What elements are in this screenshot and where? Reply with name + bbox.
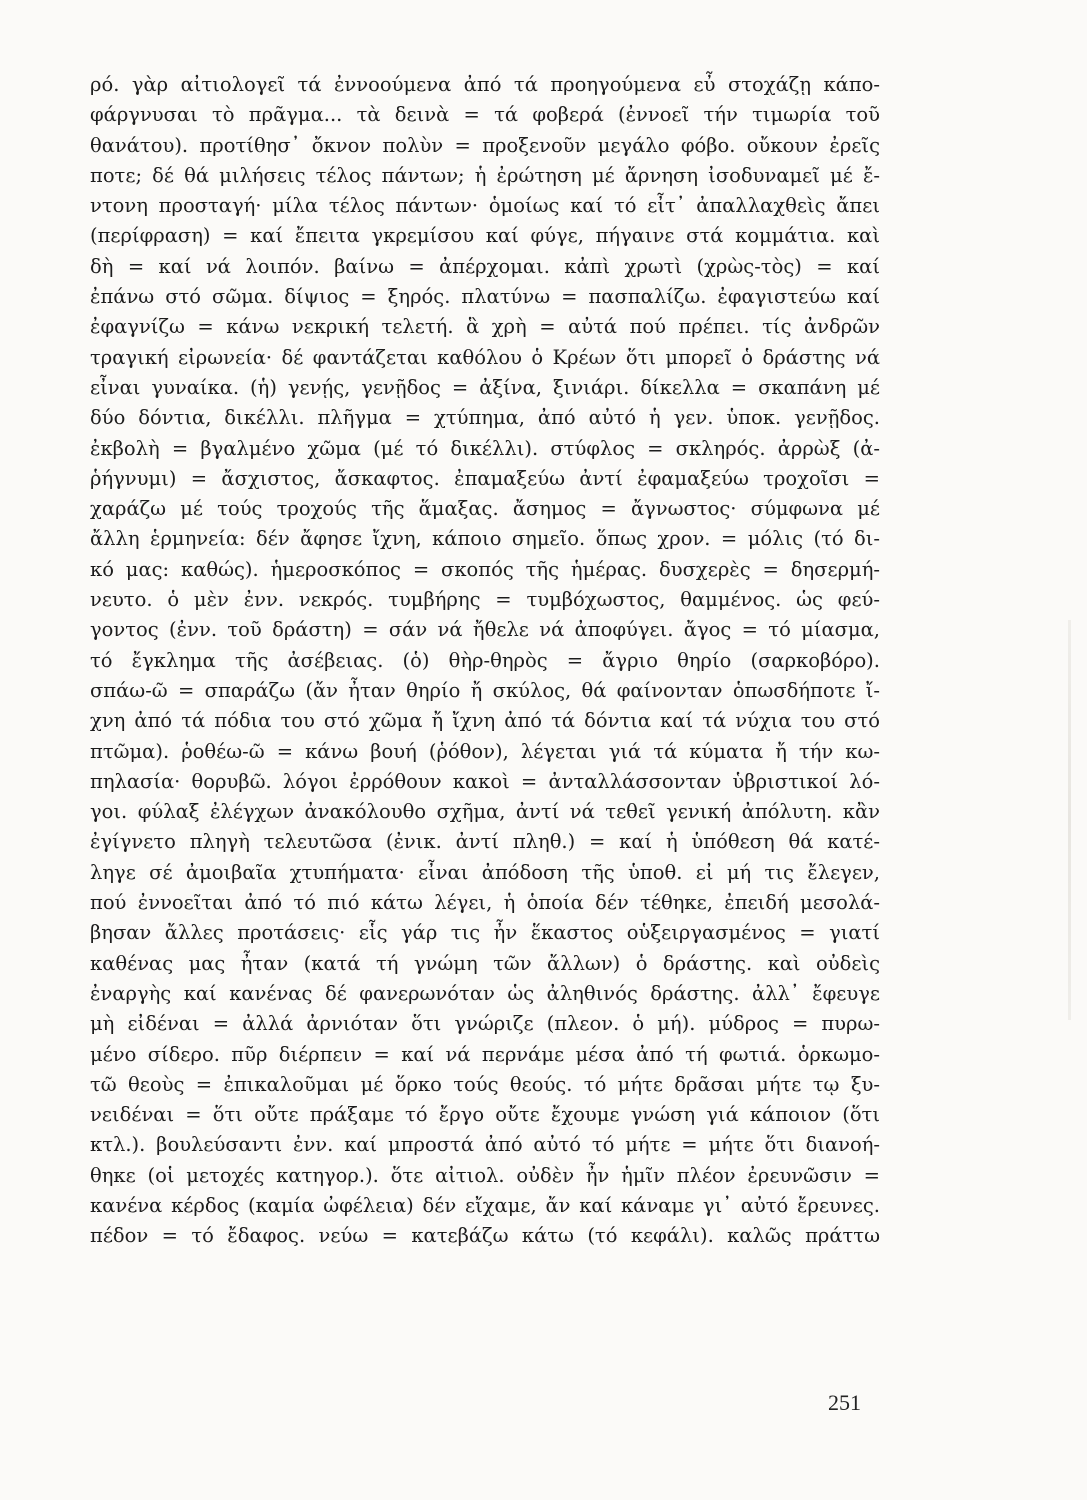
- text-line: ἐναργὴς καί κανένας δέ φανερωνόταν ὡς ἀληθινός δράστης. ἀλλ᾽ ἔφευγε: [90, 981, 880, 1005]
- text-line: τῶ θεοὺς = ἐπικαλοῦμαι μέ ὅρκο τούς θεούς. τό μήτε δρᾶσαι μήτε τῳ ξυ-: [90, 1072, 880, 1096]
- text-line: πέδον = τό ἔδαφος. νεύω = κατεβάζω κάτω (τό κεφάλι). καλῶς πράττω: [90, 1224, 880, 1248]
- text-line: εἶναι γυναίκα. (ἡ) γενῄς, γενῇδος = ἀξίνα, ξινιάρι. δίκελλα = σκαπάνη μέ: [90, 375, 880, 399]
- commentary-text: [90, 70, 880, 1252]
- text-line: πού ἐννοεῖται ἀπό τό πιό κάτω λέγει, ἡ ὁποία δέν τέθηκε, ἐπειδή μεσολά-: [90, 891, 880, 915]
- text-line: ἐπάνω στό σῶμα. δίψιος = ξηρός. πλατύνω = πασπαλίζω. ἐφαγιστεύω καί: [90, 285, 880, 309]
- text-line: μὴ εἰδέναι = ἀλλά ἀρνιόταν ὅτι γνώριζε (πλεον. ὁ μή). μύδρος = πυρω-: [90, 1012, 880, 1036]
- text-line: (περίφραση) = καί ἔπειτα γκρεμίσου καί φύγε, πήγαινε στά κομμάτια. καὶ: [90, 224, 880, 248]
- text-line: ποτε; δέ θά μιλήσεις τέλος πάντων; ἡ ἐρώτηση μέ ἄρνηση ἰσοδυναμεῖ μέ ἔ-: [90, 163, 880, 187]
- text-line: χνη ἀπό τά πόδια του στό χῶμα ἤ ἴχνη ἀπό τά δόντια καί τά νύχια του στό: [90, 709, 880, 733]
- text-line: γοι. φύλαξ ἐλέγχων ἀνακόλουθο σχῆμα, ἀντί νά τεθεῖ γενική ἀπόλυτη. κἂν: [90, 800, 880, 824]
- text-line: δὴ = καί νά λοιπόν. βαίνω = ἀπέρχομαι. κἀπὶ χρωτὶ (χρὼς-τὸς) = καί: [90, 254, 880, 278]
- text-line: κανένα κέρδος (καμία ὠφέλεια) δέν εἴχαμε, ἄν καί κάναμε γι᾽ αὐτό ἔρευνες.: [90, 1193, 880, 1217]
- text-line: ἄλλη ἑρμηνεία: δέν ἄφησε ἴχνη, κάποιο σημεῖο. ὅπως χρον. = μόλις (τό δι-: [90, 527, 880, 551]
- text-line: ληγε σέ ἀμοιβαῖα χτυπήματα· εἶναι ἀπόδοση τῆς ὑποθ. εἰ μή τις ἔλεγεν,: [90, 860, 880, 884]
- text-line: τραγική εἰρωνεία· δέ φαντάζεται καθόλου ὁ Κρέων ὅτι μπορεῖ ὁ δράστης νά: [90, 345, 880, 369]
- text-line: θανάτου). προτίθησ᾽ ὄκνον πολὺν = προξενοῦν μεγάλο φόβο. οὔκουν ἐρεῖς: [90, 133, 880, 157]
- text-line: ἐγίγνετο πληγὴ τελευτῶσα (ἐνικ. ἀντί πληθ.) = καί ἡ ὑπόθεση θά κατέ-: [90, 830, 880, 854]
- text-line: καθένας μας ἦταν (κατά τή γνώμη τῶν ἄλλων) ὁ δράστης. καὶ οὐδεὶς: [90, 951, 880, 975]
- text-line: γοντος (ἐνν. τοῦ δράστη) = σάν νά ἤθελε νά ἀποφύγει. ἄγος = τό μίασμα,: [90, 618, 880, 642]
- scan-gutter-shadow: [1068, 620, 1071, 1020]
- page-number: 251: [828, 1390, 861, 1415]
- text-line: κό μας: καθώς). ἡμεροσκόπος = σκοπός τῆς ἡμέρας. δυσχερὲς = δησερμή-: [90, 557, 880, 581]
- text-line: νειδέναι = ὅτι οὔτε πράξαμε τό ἔργο οὔτε ἔχουμε γνώση γιά κάποιον (ὅτι: [90, 1103, 880, 1127]
- text-line: ντονη προσταγή· μίλα τέλος πάντων· ὁμοίως καί τό εἶτ᾽ ἀπαλλαχθεὶς ἄπει: [90, 194, 880, 218]
- text-line: τό ἔγκλημα τῆς ἀσέβειας. (ὁ) θὴρ-θηρὸς = ἄγριο θηρίο (σαρκοβόρο).: [90, 648, 880, 672]
- text-line: κτλ.). βουλεύσαντι ἐνν. καί μπροστά ἀπό αὐτό τό μήτε = μήτε ὅτι διανοή-: [90, 1133, 880, 1157]
- text-line: ρό. γὰρ αἰτιολογεῖ τά ἐννοούμενα ἀπό τά προηγούμενα εὖ στοχάζῃ κάπο-: [90, 73, 880, 96]
- text-line: πτῶμα). ῥοθέω-ῶ = κάνω βουή (ῥόθον), λέγεται γιά τά κύματα ἤ τήν κω-: [90, 739, 880, 763]
- text-line: σπάω-ῶ = σπαράζω (ἄν ἦταν θηρίο ἤ σκύλος, θά φαίνονταν ὁπωσδήποτε ἴ-: [90, 678, 880, 702]
- text-line: ἐφαγνίζω = κάνω νεκρική τελετή. ἃ χρὴ = αὐτά πού πρέπει. τίς ἀνδρῶν: [90, 315, 880, 339]
- text-line: φάργνυσαι τὸ πρᾶγμα... τὰ δεινὰ = τά φοβερά (ἐννοεῖ τήν τιμωρία τοῦ: [90, 103, 880, 127]
- text-line: νευτο. ὁ μὲν ἐνν. νεκρός. τυμβήρης = τυμβόχωστος, θαμμένος. ὡς φεύ-: [90, 588, 880, 612]
- text-line: μένο σίδερο. πῦρ διέρπειν = καί νά περνάμε μέσα ἀπό τή φωτιά. ὁρκωμο-: [90, 1042, 880, 1066]
- text-line: ῥήγνυμι) = ἄσχιστος, ἄσκαφτος. ἐπαμαξεύω ἀντί ἐφαμαξεύω τροχοῖσι =: [90, 466, 880, 490]
- text-line: πηλασία· θορυβῶ. λόγοι ἐρρόθουν κακοὶ = ἀνταλλάσσονταν ὑβριστικοί λό-: [90, 769, 880, 793]
- text-line: δύο δόντια, δικέλλι. πλῆγμα = χτύπημα, ἀπό αὐτό ἡ γεν. ὑποκ. γενῇδος.: [90, 406, 880, 430]
- text-line: χαράζω μέ τούς τροχούς τῆς ἅμαξας. ἄσημος = ἄγνωστος· σύμφωνα μέ: [90, 497, 880, 521]
- text-line: ἐκβολὴ = βγαλμένο χῶμα (μέ τό δικέλλι). στύφλος = σκληρός. ἀρρὼξ (ἀ-: [90, 436, 880, 460]
- text-line: βησαν ἄλλες προτάσεις· εἷς γάρ τις ἦν ἕκαστος οὑξειργασμένος = γιατί: [90, 921, 880, 945]
- text-line: θηκε (οἱ μετοχές κατηγορ.). ὅτε αἰτιολ. οὐδὲν ἦν ἡμῖν πλέον ἐρευνῶσιν =: [90, 1163, 880, 1187]
